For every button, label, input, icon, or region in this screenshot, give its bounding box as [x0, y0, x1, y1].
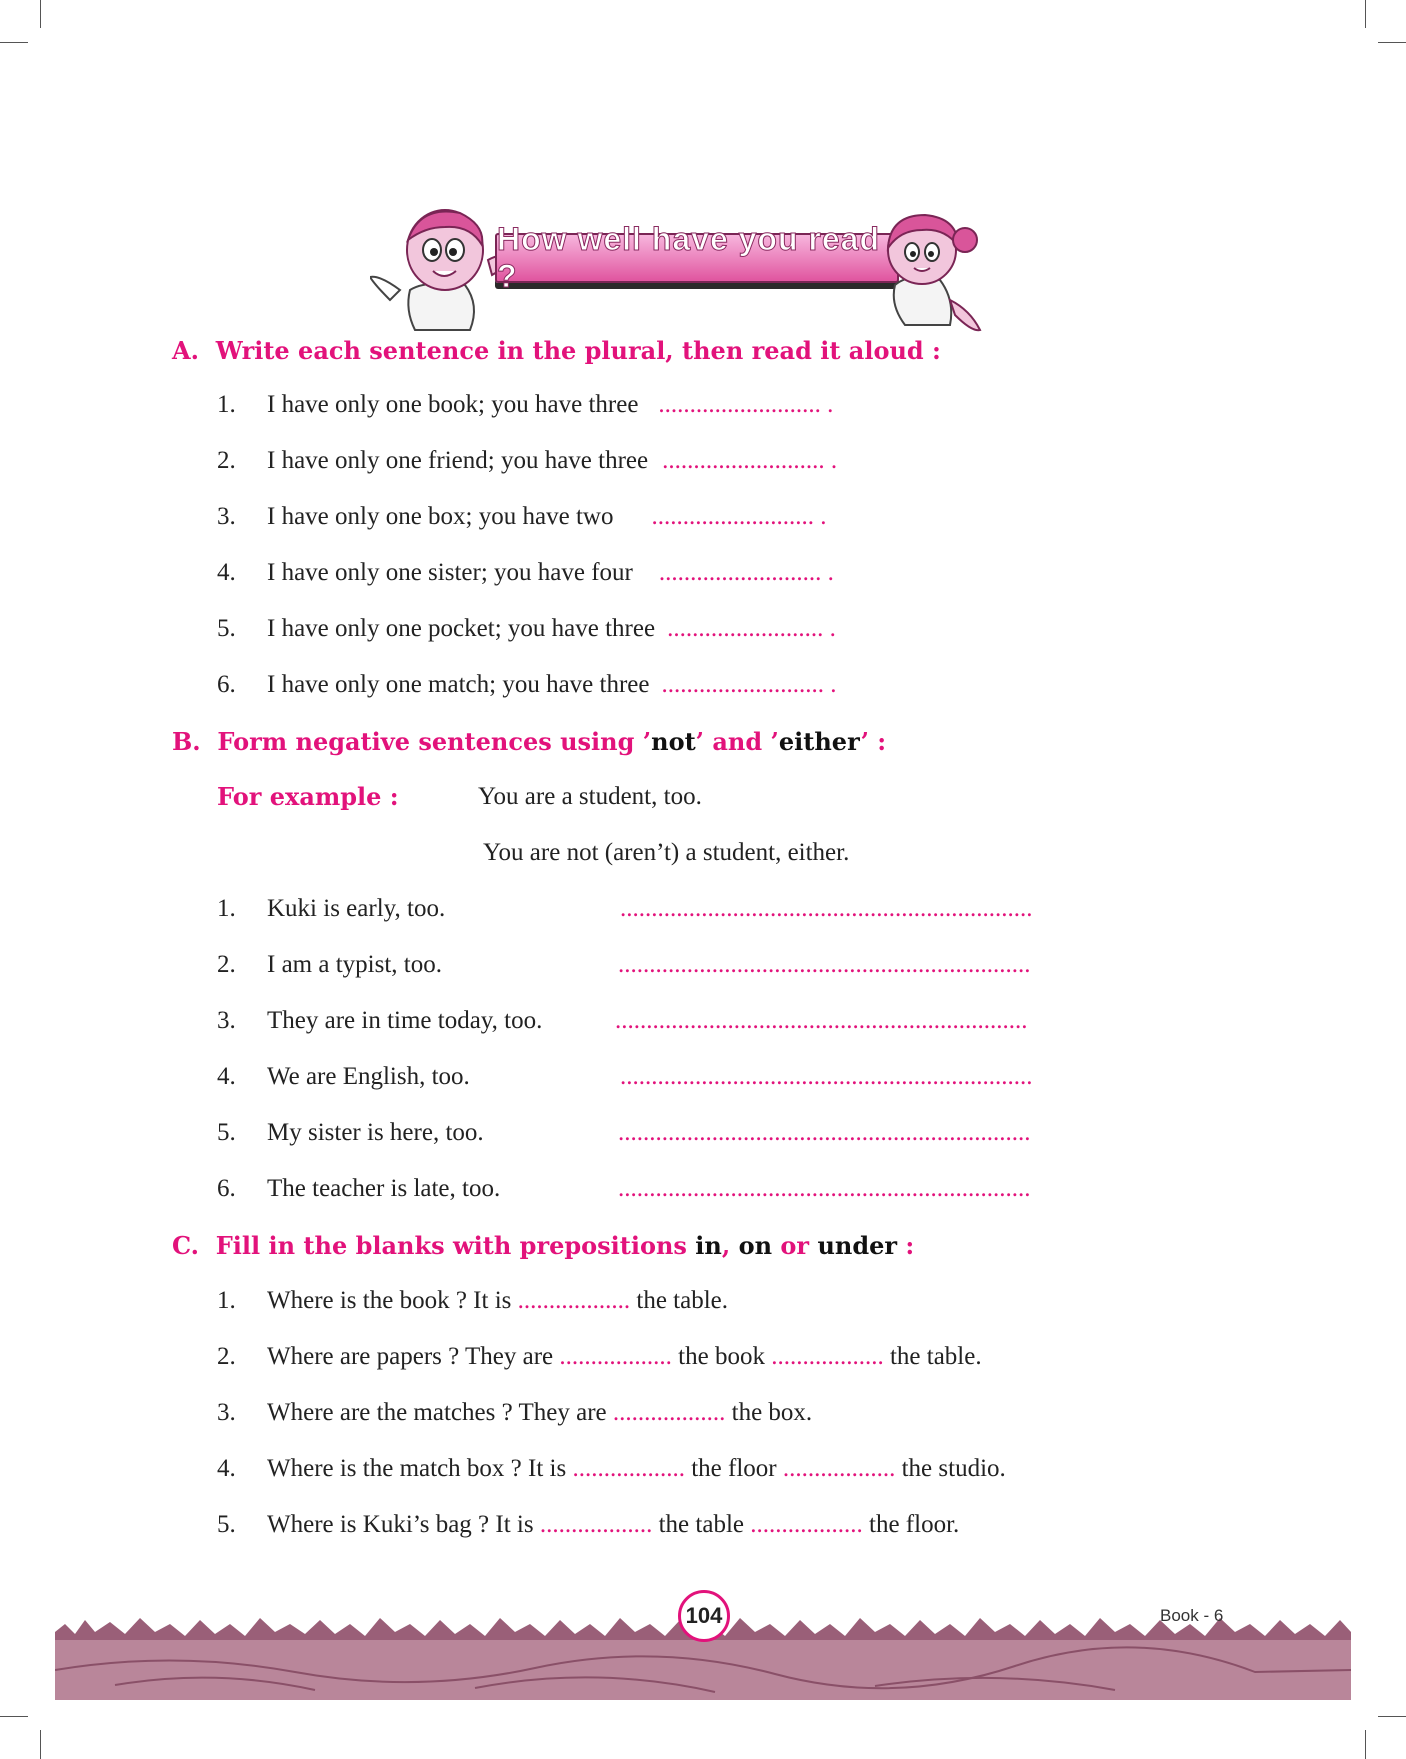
item-text: I have only one sister; you have four — [267, 559, 633, 586]
list-item — [267, 447, 837, 475]
item-number: 1. — [217, 895, 236, 922]
item-number: 5. — [217, 1511, 236, 1538]
item-number: 5. — [217, 615, 236, 642]
heading-text: Form negative sentences using ’ — [217, 727, 652, 756]
item-number: 3. — [217, 1399, 236, 1426]
section-a-heading — [172, 336, 941, 365]
item-number: 2. — [217, 951, 236, 978]
answer-blank[interactable]: .................. — [612, 1399, 726, 1426]
item-text: Where are the matches ? They are — [267, 1399, 613, 1426]
book-label: Book - 6 — [1160, 1606, 1224, 1625]
item-text: Where is Kuki’s bag ? It is — [267, 1511, 540, 1538]
item-text: I have only one book; you have three — [267, 391, 639, 418]
section-banner — [370, 205, 990, 335]
heading-text: Fill in the blanks with prepositions — [215, 1231, 696, 1260]
item-text: I am a typist, too. — [267, 951, 442, 978]
section-letter: A. — [172, 336, 199, 365]
item-number: 3. — [217, 503, 236, 530]
answer-blank[interactable]: .................................................................. — [618, 951, 1031, 978]
answer-blank[interactable]: .................................................................. — [618, 1175, 1031, 1202]
item-text: They are in time today, too. — [267, 1007, 543, 1034]
example-sentence: You are a student, too. — [478, 783, 702, 810]
answer-blank[interactable]: .......................... . — [658, 391, 834, 418]
item-text: I have only one match; you have three — [267, 671, 650, 698]
answer-blank[interactable]: .................. — [539, 1511, 653, 1538]
item-text: the floor. — [862, 1511, 960, 1538]
item-number: 4. — [217, 559, 236, 586]
answer-blank[interactable]: .................. — [572, 1455, 685, 1482]
answer-blank[interactable]: .................................................................. — [620, 895, 1033, 922]
example-label: For example : — [217, 782, 399, 811]
heading-text: : — [897, 1231, 915, 1260]
item-number: 2. — [217, 447, 236, 474]
list-item — [267, 503, 826, 531]
answer-blank[interactable]: ......................... . — [667, 615, 836, 642]
heading-text: ’ : — [860, 727, 887, 756]
item-text: I have only one pocket; you have three — [267, 615, 656, 642]
item-text: I have only one box; you have two — [267, 503, 614, 530]
item-number: 6. — [217, 1175, 236, 1202]
list-item — [267, 559, 834, 587]
item-number: 1. — [217, 1287, 236, 1314]
item-text: Where is the book ? It is — [267, 1287, 518, 1314]
item-text: Kuki is early, too. — [267, 895, 446, 922]
girl-cartoon-icon — [880, 210, 990, 335]
item-number: 6. — [217, 671, 236, 698]
heading-separator: or — [772, 1231, 818, 1260]
heading-separator: , — [721, 1231, 739, 1260]
item-number: 3. — [217, 1007, 236, 1034]
list-item — [267, 1399, 812, 1427]
answer-blank[interactable]: .................. — [750, 1511, 863, 1538]
item-text: the table. — [883, 1343, 982, 1370]
item-text: Where is the match box ? It is — [267, 1455, 573, 1482]
section-b-heading — [172, 727, 886, 756]
item-text: the box. — [725, 1399, 813, 1426]
answer-blank[interactable]: .................................................................. — [615, 1007, 1028, 1034]
list-item — [267, 1287, 728, 1315]
example-answer: You are not (aren’t) a student, either. — [483, 839, 850, 866]
item-text: the table — [652, 1511, 751, 1538]
list-item — [267, 391, 833, 419]
list-item — [267, 1455, 1006, 1483]
answer-blank[interactable]: .......................... . — [662, 447, 838, 474]
section-letter: C. — [172, 1231, 200, 1260]
crop-mark — [1378, 1716, 1406, 1717]
list-item — [267, 1343, 982, 1371]
answer-blank[interactable]: .................................................................. — [618, 1119, 1031, 1146]
answer-blank[interactable]: .......................... . — [661, 671, 837, 698]
item-text: the studio. — [895, 1455, 1006, 1482]
crop-mark — [1365, 0, 1366, 28]
item-number: 4. — [217, 1063, 236, 1090]
crop-mark — [1365, 1730, 1366, 1759]
answer-blank[interactable]: .................. — [782, 1455, 896, 1482]
item-text: We are English, too. — [267, 1063, 470, 1090]
keyword-in: in — [695, 1231, 722, 1260]
banner-title: How well have you read ? — [497, 221, 880, 294]
item-text: the floor — [684, 1455, 783, 1482]
item-number: 5. — [217, 1119, 236, 1146]
page-number: 104 — [678, 1590, 730, 1642]
list-item — [267, 671, 837, 699]
keyword-not: not — [651, 727, 696, 756]
section-c-heading — [172, 1231, 914, 1260]
item-text: My sister is here, too. — [267, 1119, 484, 1146]
item-text: The teacher is late, too. — [267, 1175, 501, 1202]
section-letter: B. — [172, 727, 201, 756]
answer-blank[interactable]: .................................................................. — [620, 1063, 1033, 1090]
answer-blank[interactable]: .......................... . — [658, 559, 834, 586]
keyword-under: under — [817, 1231, 898, 1260]
crop-mark — [40, 1730, 41, 1759]
item-number: 4. — [217, 1455, 236, 1482]
section-heading-text: Write each sentence in the plural, then read it aloud : — [215, 336, 941, 365]
crop-mark — [1378, 42, 1406, 43]
heading-text: ’ and ’ — [695, 727, 779, 756]
crop-mark — [40, 0, 41, 28]
item-text: Where are papers ? They are — [267, 1343, 560, 1370]
item-text: the table. — [630, 1287, 729, 1314]
list-item — [267, 1511, 959, 1539]
crop-mark — [0, 1716, 28, 1717]
item-number: 1. — [217, 391, 236, 418]
item-text: I have only one friend; you have three — [267, 447, 649, 474]
keyword-either: either — [778, 727, 861, 756]
answer-blank[interactable]: .................. — [771, 1343, 884, 1370]
answer-blank[interactable]: .......................... . — [651, 503, 827, 530]
answer-blank[interactable]: .................. — [559, 1343, 672, 1370]
crop-mark — [0, 42, 28, 43]
list-item — [267, 615, 836, 643]
item-number: 2. — [217, 1343, 236, 1370]
banner-plate — [495, 221, 899, 294]
item-text: the book — [671, 1343, 772, 1370]
answer-blank[interactable]: .................. — [517, 1287, 631, 1314]
keyword-on: on — [738, 1231, 773, 1260]
